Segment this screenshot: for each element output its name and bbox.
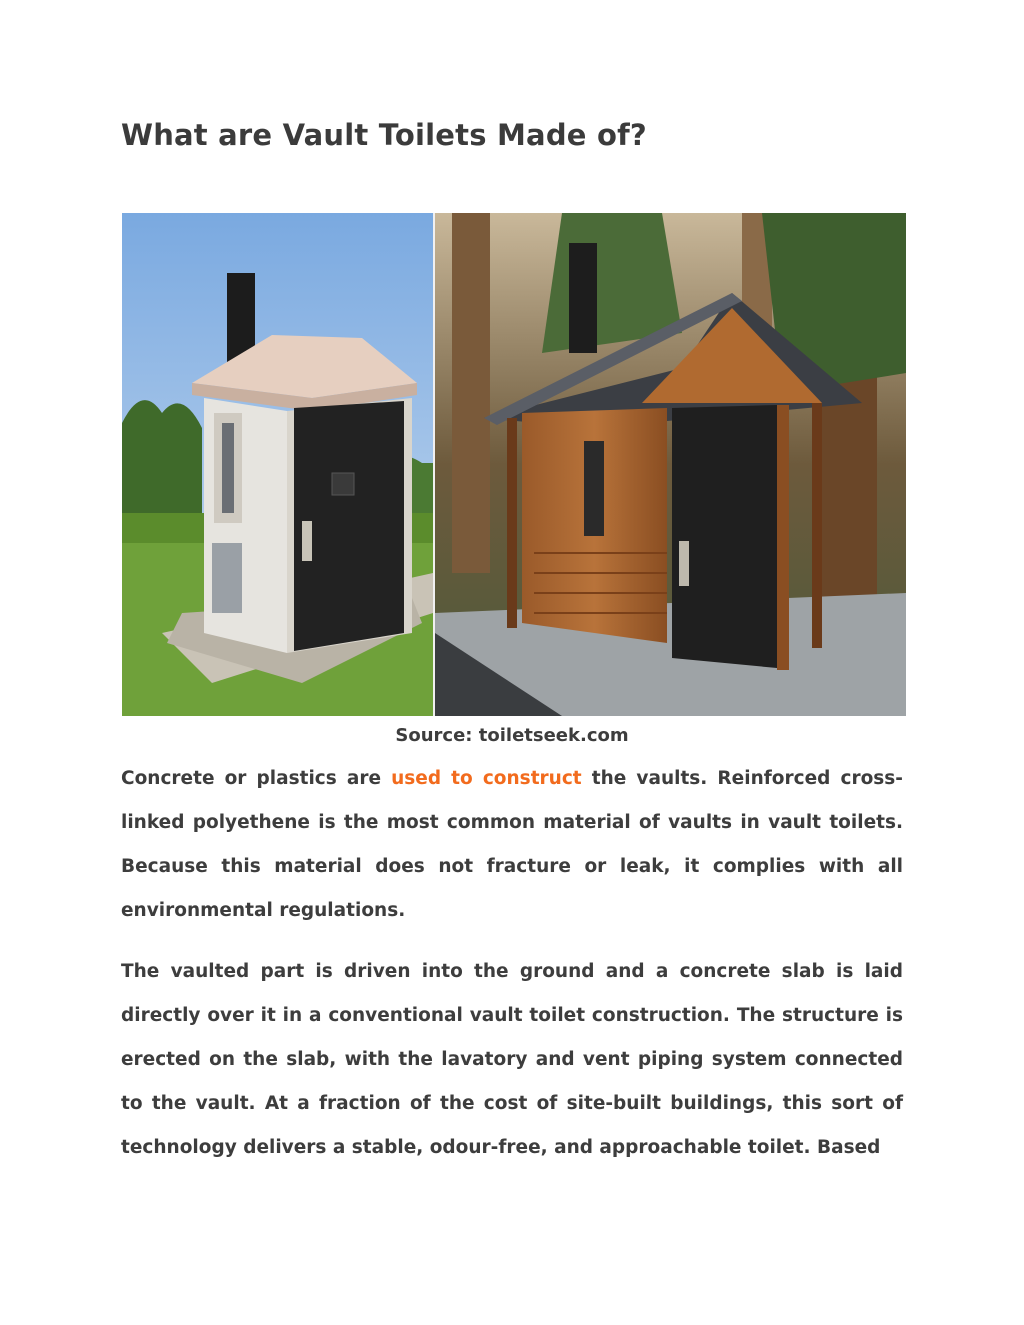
wood-vault-toilet-photo <box>435 213 906 716</box>
paragraph-construction: The vaulted part is driven into the ground and a concrete slab is laid directly over it in a conventional vault toilet construction. The structure is erected on the slab, with the lavatory and vent piping system connected to the vault. At a fraction of the cost of site-built buildings, this sort of technology delivers a stable, odour-free, and approachable toilet. Based <box>121 961 903 1158</box>
vault-toilets-photo <box>122 213 906 716</box>
paragraph-materials-intro: Concrete or plastics are <box>121 768 392 789</box>
paragraph-materials <box>121 757 903 933</box>
used-to-construct-link[interactable]: used to construct <box>391 768 582 789</box>
concrete-vault-toilet-photo <box>122 213 433 716</box>
image-caption: Source: toiletseek.com <box>395 725 629 746</box>
page-title: What are Vault Toilets Made of? <box>121 118 647 152</box>
paragraph-materials-rest: the vaults. Reinforced cross-linked polyethene is the most common material of vaults in vault toilets. Because this material does not fracture or leak, it complies with all environmental regulations. <box>121 768 903 921</box>
